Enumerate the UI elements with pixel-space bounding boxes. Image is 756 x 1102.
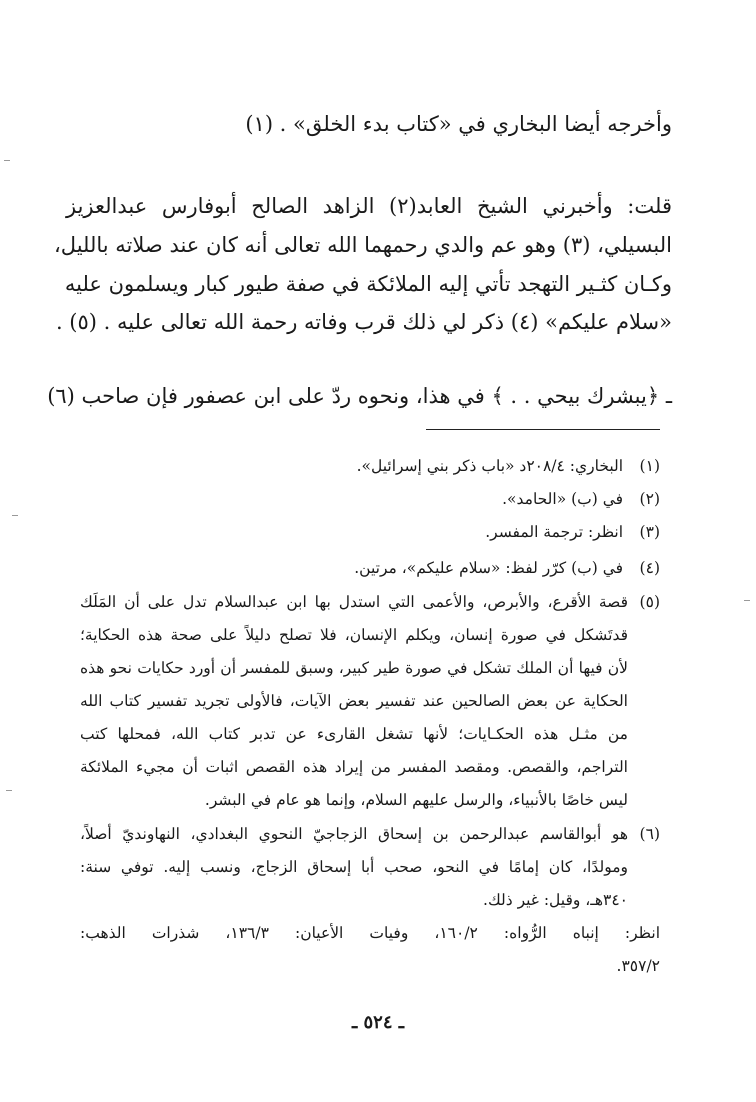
footnote-6-line-1: هو أبوالقاسم عبدالرحمن بن إسحاق الزجاجيّ النحوي البغدادي، النهاونديّ أصلاً، bbox=[80, 825, 629, 843]
footnote-4 bbox=[80, 553, 660, 583]
footnote-5-line-6: التراجم، والقصص. ومقصد المفسر من إيراد هذه القصص اثبات أن مجيء الملائكة bbox=[80, 758, 628, 776]
footnote-1 bbox=[80, 451, 660, 481]
para2-line-4: «سلام عليكم» (٤) ذكر لي ذلك قرب وفاته رحمة الله تعالى عليه . (٥) . bbox=[55, 310, 672, 334]
footnote-1-number: (١) bbox=[639, 457, 660, 475]
footnote-5-line-2: قدتَشكل في صورة إنسان، ويكلم الإنسان، فلا تصلح دليلاً على صحة هذه الحكاية؛ bbox=[80, 626, 628, 644]
footnote-5-line-3: لأن فيها أن الملك تشكل في صورة طير كبير، وسبق للمفسر أن أورد حكايات نحو هذه bbox=[80, 659, 628, 677]
para2-line-3: وكـان كثـير التهجد تأتي إليه الملائكة في صفة طيور كبار ويسلمون عليه bbox=[64, 272, 672, 296]
scan-mark bbox=[4, 160, 10, 161]
footnote-5-line-1: قصة الأقرع، والأبرص، والأعمى التي استدل بها ابن عبدالسلام تدل على أن المَلَك bbox=[80, 593, 628, 611]
footnote-5-line-7: ليس خاصًا بالأنبياء، والرسل عليهم السلام، وإنما هو عام في البشر. bbox=[204, 791, 628, 809]
para2-line-2: البسيلي، (٣) وهو عم والدي رحمهما الله تعالى أنه كان عند صلاته بالليل، bbox=[54, 233, 672, 257]
footnote-6-line-3: ٣٤٠هـ، وقيل: غير ذلك. bbox=[483, 891, 628, 909]
footnote-6-number: (٦) bbox=[639, 825, 660, 843]
footnote-6-line-5: ٣٥٧/٢. bbox=[616, 957, 660, 975]
footnote-3 bbox=[80, 517, 660, 547]
scan-mark bbox=[744, 600, 750, 601]
footnote-2-number: (٢) bbox=[639, 490, 660, 508]
footnote-5-number: (٥) bbox=[639, 593, 660, 611]
footnote-2-text: في (ب) «الحامد». bbox=[502, 490, 624, 508]
footnote-1-text: البخاري: ٢٠٨/٤د «باب ذكر بني إسرائيل». bbox=[356, 457, 624, 475]
footnote-4-number: (٤) bbox=[639, 559, 660, 577]
footnote-3-number: (٣) bbox=[639, 523, 660, 541]
footnote-5-line-5: من مثـل هذه الحكـايات؛ لأنها تشغل القارىء عن تدبر كتاب الله، فمحلها كتب bbox=[80, 725, 628, 743]
footnote-4-text: في (ب) كرّر لفظ: «سلام عليكم»، مرتين. bbox=[354, 559, 624, 577]
footnote-3-text: انظر: ترجمة المفسر. bbox=[485, 523, 624, 541]
verse-line: ـ ﴿يبشرك بيحي . . ﴾ في هذا، ونحوه ردّ على ابن عصفور فإن صاحب (٦) bbox=[47, 384, 672, 408]
page-number: ـ ٥٢٤ ـ bbox=[351, 1012, 405, 1033]
footnote-2 bbox=[80, 484, 660, 514]
para2-line-1: قلت: وأخبرني الشيخ العابد(٢) الزاهد الصالح أبوفارس عبدالعزيز bbox=[66, 194, 672, 218]
footnote-divider bbox=[426, 429, 660, 430]
main-line-1: وأخرجه أيضا البخاري في «كتاب بدء الخلق» . (١) bbox=[245, 112, 672, 136]
footnote-6-line-2: ومولدًا، كان إمامًا في النحو، صحب أبا إسحاق الزجاج، ونسب إليه. توفي سنة: bbox=[80, 858, 628, 876]
footnote-6-line-4: انظر: إنباه الرُّواه: ١٦٠/٢، وفيات الأعيان: ١٣٦/٣، شذرات الذهب: bbox=[80, 924, 660, 942]
scan-mark bbox=[6, 790, 12, 791]
scan-mark bbox=[12, 515, 18, 516]
footnote-5-line-4: الحكاية عن بعض الصالحين عند تفسير بعض الآيات، فالأولى تجريد تفسير كتاب الله bbox=[80, 692, 628, 710]
